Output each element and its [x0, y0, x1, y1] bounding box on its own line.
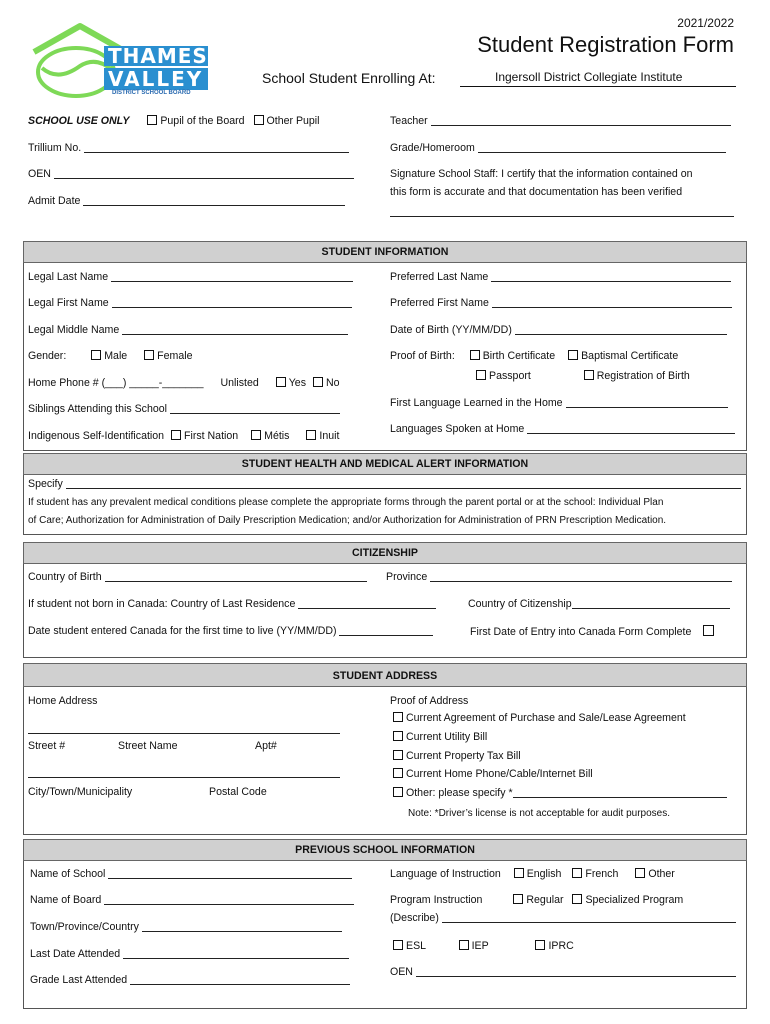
legal-last-row — [28, 271, 353, 284]
first-language-label: First Language Learned in the Home — [390, 397, 563, 409]
country-birth-row — [28, 571, 367, 584]
admit-date-field[interactable] — [83, 196, 345, 206]
registration-birth-label: Registration of Birth — [596, 370, 690, 382]
male-checkbox[interactable] — [91, 350, 101, 360]
iprc-checkbox[interactable] — [535, 940, 545, 950]
proof-birth-row-2 — [476, 370, 690, 383]
grade-last-row — [30, 974, 350, 987]
inuit-checkbox[interactable] — [306, 430, 316, 440]
previous-heading: PREVIOUS SCHOOL INFORMATION — [23, 839, 747, 861]
home-address-field[interactable] — [28, 722, 340, 734]
proof-opt5-row — [393, 787, 727, 800]
last-date-label: Last Date Attended — [30, 948, 121, 960]
yes-label: Yes — [288, 377, 307, 389]
unlisted-label: Unlisted — [220, 377, 259, 389]
date-entered-field[interactable] — [339, 626, 433, 636]
citizenship-heading: CITIZENSHIP — [23, 542, 747, 564]
indigenous-row — [28, 430, 339, 443]
name-board-label: Name of Board — [30, 894, 102, 906]
signature-field[interactable] — [390, 205, 734, 217]
specify-field[interactable] — [66, 479, 741, 489]
support-row — [393, 940, 574, 953]
proof-other-field[interactable] — [513, 788, 727, 798]
specify-label: Specify — [28, 478, 63, 490]
preferred-first-field[interactable] — [492, 298, 732, 308]
other-lang-label: Other — [648, 868, 675, 880]
unlisted-no-checkbox[interactable] — [313, 377, 323, 387]
town-field[interactable] — [142, 922, 342, 932]
grade-last-field[interactable] — [130, 975, 350, 985]
oen-label: OEN — [28, 168, 51, 180]
last-residence-row — [28, 598, 436, 611]
program-row — [390, 894, 683, 907]
dob-row — [390, 324, 727, 337]
metis-label: Métis — [264, 430, 290, 442]
trillium-field[interactable] — [84, 143, 349, 153]
proof-opt4-checkbox[interactable] — [393, 768, 403, 778]
legal-first-row — [28, 297, 352, 310]
gender-row — [28, 350, 192, 363]
grade-field[interactable] — [478, 143, 726, 153]
address-note: Note: *Driver’s license is not acceptable for audit purposes. — [408, 808, 670, 819]
legal-middle-row — [28, 324, 348, 337]
last-residence-field[interactable] — [298, 599, 436, 609]
name-school-row — [30, 868, 352, 881]
city-label: City/Town/Municipality — [28, 786, 133, 798]
town-label: Town/Province/Country — [30, 921, 139, 933]
trillium-row — [28, 142, 349, 155]
languages-spoken-row — [390, 423, 735, 436]
grade-label: Grade/Homeroom — [390, 142, 475, 154]
postal-label: Postal Code — [209, 786, 267, 798]
esl-label: ESL — [406, 940, 426, 952]
proof-opt5-checkbox[interactable] — [393, 787, 403, 797]
registration-birth-checkbox[interactable] — [584, 370, 594, 380]
first-language-row — [390, 397, 728, 410]
iprc-label: IPRC — [548, 940, 574, 952]
pupil-board-label: Pupil of the Board — [160, 115, 245, 127]
birth-cert-label: Birth Certificate — [482, 350, 556, 362]
male-label: Male — [104, 350, 128, 362]
teacher-field[interactable] — [431, 116, 731, 126]
dob-label: Date of Birth (YY/MM/DD) — [390, 324, 512, 336]
legal-middle-field[interactable] — [122, 325, 348, 335]
iep-checkbox[interactable] — [459, 940, 469, 950]
proof-opt4-row — [393, 768, 593, 781]
city-field[interactable] — [28, 766, 340, 778]
last-date-row — [30, 948, 349, 961]
first-nation-checkbox[interactable] — [171, 430, 181, 440]
health-heading: STUDENT HEALTH AND MEDICAL ALERT INFORMATION — [23, 453, 747, 475]
siblings-field[interactable] — [170, 404, 340, 414]
describe-row — [390, 912, 736, 925]
country-citizenship-field[interactable] — [572, 599, 730, 609]
baptismal-label: Baptismal Certificate — [581, 350, 679, 362]
other-lang-checkbox[interactable] — [635, 868, 645, 878]
legal-last-field[interactable] — [111, 272, 353, 282]
proof-opt3-checkbox[interactable] — [393, 750, 403, 760]
name-board-row — [30, 894, 354, 907]
logo — [28, 22, 218, 100]
country-birth-field[interactable] — [105, 572, 367, 582]
describe-label: (Describe) — [390, 912, 439, 924]
preferred-first-label: Preferred First Name — [390, 297, 489, 309]
phone-row — [28, 377, 340, 390]
gender-label: Gender: — [28, 350, 67, 362]
prev-oen-row — [390, 966, 736, 979]
first-entry-label: First Date of Entry into Canada Form Complete — [470, 626, 692, 638]
passport-checkbox[interactable] — [476, 370, 486, 380]
oen-field[interactable] — [54, 169, 354, 179]
pupil-board-checkbox[interactable] — [147, 115, 157, 125]
signature-text-2: this form is accurate and that documentation has been verified — [390, 186, 683, 198]
esl-checkbox[interactable] — [393, 940, 403, 950]
program-label: Program Instruction — [390, 894, 483, 906]
birth-cert-checkbox[interactable] — [470, 350, 480, 360]
specialized-checkbox[interactable] — [572, 894, 582, 904]
other-pupil-checkbox[interactable] — [254, 115, 264, 125]
english-checkbox[interactable] — [514, 868, 524, 878]
health-note-1: If student has any prevalent medical conditions please complete the appropriate forms through the parent portal or at the school: Individual Plan — [28, 497, 664, 508]
proof-opt1-checkbox[interactable] — [393, 712, 403, 722]
trillium-label: Trillium No. — [28, 142, 82, 154]
first-nation-label: First Nation — [184, 430, 239, 442]
first-language-field[interactable] — [566, 398, 728, 408]
regular-checkbox[interactable] — [513, 894, 523, 904]
french-label: French — [585, 868, 619, 880]
language-row — [390, 868, 675, 881]
proof-opt2-checkbox[interactable] — [393, 731, 403, 741]
proof-opt3-label: Current Property Tax Bill — [406, 750, 521, 762]
street-name-label: Street Name — [118, 740, 178, 752]
logo-text-thames: THAMES — [108, 44, 208, 68]
describe-field[interactable] — [442, 913, 736, 923]
home-phone-label: Home Phone # (___) _____-_______ — [28, 377, 204, 389]
specify-row — [28, 478, 741, 491]
school-use-row — [28, 115, 320, 128]
proof-opt2-label: Current Utility Bill — [406, 731, 488, 743]
province-row — [386, 571, 732, 584]
french-checkbox[interactable] — [572, 868, 582, 878]
preferred-first-row — [390, 297, 732, 310]
country-birth-label: Country of Birth — [28, 571, 102, 583]
proof-opt1-row — [393, 712, 686, 725]
logo-subtext: DISTRICT SCHOOL BOARD — [112, 90, 191, 96]
proof-opt2-row — [393, 731, 487, 744]
prev-oen-label: OEN — [390, 966, 413, 978]
preferred-last-field[interactable] — [491, 272, 731, 282]
female-label: Female — [157, 350, 193, 362]
languages-spoken-field[interactable] — [527, 424, 735, 434]
first-entry-checkbox[interactable] — [703, 625, 714, 636]
proof-birth-label: Proof of Birth: — [390, 350, 455, 362]
school-use-label: SCHOOL USE ONLY — [28, 115, 130, 127]
proof-opt1-label: Current Agreement of Purchase and Sale/Lease Agreement — [406, 712, 686, 724]
name-school-label: Name of School — [30, 868, 106, 880]
unlisted-yes-checkbox[interactable] — [276, 377, 286, 387]
country-citizenship-label: Country of Citizenship — [468, 598, 572, 610]
logo-text-valley: VALLEY — [108, 67, 204, 91]
siblings-row — [28, 403, 340, 416]
proof-address-label: Proof of Address — [390, 695, 469, 707]
regular-label: Regular — [526, 894, 564, 906]
grade-row — [390, 142, 726, 155]
province-label: Province — [386, 571, 428, 583]
legal-last-label: Legal Last Name — [28, 271, 109, 283]
siblings-label: Siblings Attending this School — [28, 403, 167, 415]
prev-oen-field[interactable] — [416, 967, 736, 977]
town-row — [30, 921, 342, 934]
name-board-field[interactable] — [104, 895, 354, 905]
languages-spoken-label: Languages Spoken at Home — [390, 423, 525, 435]
iep-label: IEP — [471, 940, 489, 952]
oen-row — [28, 168, 354, 181]
legal-middle-label: Legal Middle Name — [28, 324, 120, 336]
apt-label: Apt# — [255, 740, 277, 752]
teacher-label: Teacher — [390, 115, 428, 127]
date-entered-label: Date student entered Canada for the first time to live (YY/MM/DD) — [28, 625, 337, 637]
other-pupil-label: Other Pupil — [266, 115, 320, 127]
specialized-label: Specialized Program — [585, 894, 684, 906]
enrolling-label: School Student Enrolling At: — [262, 70, 436, 86]
passport-label: Passport — [489, 370, 531, 382]
health-note-2: of Care; Authorization for Administration of Daily Prescription Medication; and/or Authorization for Administration of PRN Prescription Medication. — [28, 515, 667, 526]
home-address-label: Home Address — [28, 695, 98, 707]
legal-first-field[interactable] — [112, 298, 352, 308]
enrolling-value: Ingersoll District Collegiate Institute — [495, 70, 683, 84]
proof-birth-row-1 — [390, 350, 678, 363]
name-school-field[interactable] — [108, 869, 352, 879]
proof-opt3-row — [393, 750, 521, 763]
language-label: Language of Instruction — [390, 868, 501, 880]
baptismal-checkbox[interactable] — [568, 350, 578, 360]
no-label: No — [325, 377, 340, 389]
student-info-heading: STUDENT INFORMATION — [23, 241, 747, 263]
date-entered-row — [28, 625, 433, 638]
preferred-last-label: Preferred Last Name — [390, 271, 489, 283]
teacher-row — [390, 115, 731, 128]
female-checkbox[interactable] — [144, 350, 154, 360]
preferred-last-row — [390, 271, 731, 284]
admit-row — [28, 195, 345, 208]
province-field[interactable] — [430, 572, 732, 582]
indigenous-label: Indigenous Self-Identification — [28, 430, 165, 442]
signature-text-1: Signature School Staff: I certify that the information contained on — [390, 168, 693, 180]
last-date-field[interactable] — [123, 949, 349, 959]
street-num-label: Street # — [28, 740, 66, 752]
admit-date-label: Admit Date — [28, 195, 81, 207]
last-residence-label: If student not born in Canada: Country of Last Residence — [28, 598, 296, 610]
inuit-label: Inuit — [319, 430, 340, 442]
form-title: Student Registration Form — [477, 32, 734, 57]
grade-last-label: Grade Last Attended — [30, 974, 128, 986]
first-entry-row — [470, 625, 717, 639]
year-label: 2021/2022 — [677, 16, 734, 30]
proof-opt5-label: Other: please specify * — [406, 787, 513, 799]
metis-checkbox[interactable] — [251, 430, 261, 440]
proof-opt4-label: Current Home Phone/Cable/Internet Bill — [406, 768, 593, 780]
english-label: English — [526, 868, 562, 880]
legal-first-label: Legal First Name — [28, 297, 109, 309]
address-heading: STUDENT ADDRESS — [23, 663, 747, 687]
country-citizenship-row — [468, 598, 730, 611]
dob-field[interactable] — [515, 325, 727, 335]
